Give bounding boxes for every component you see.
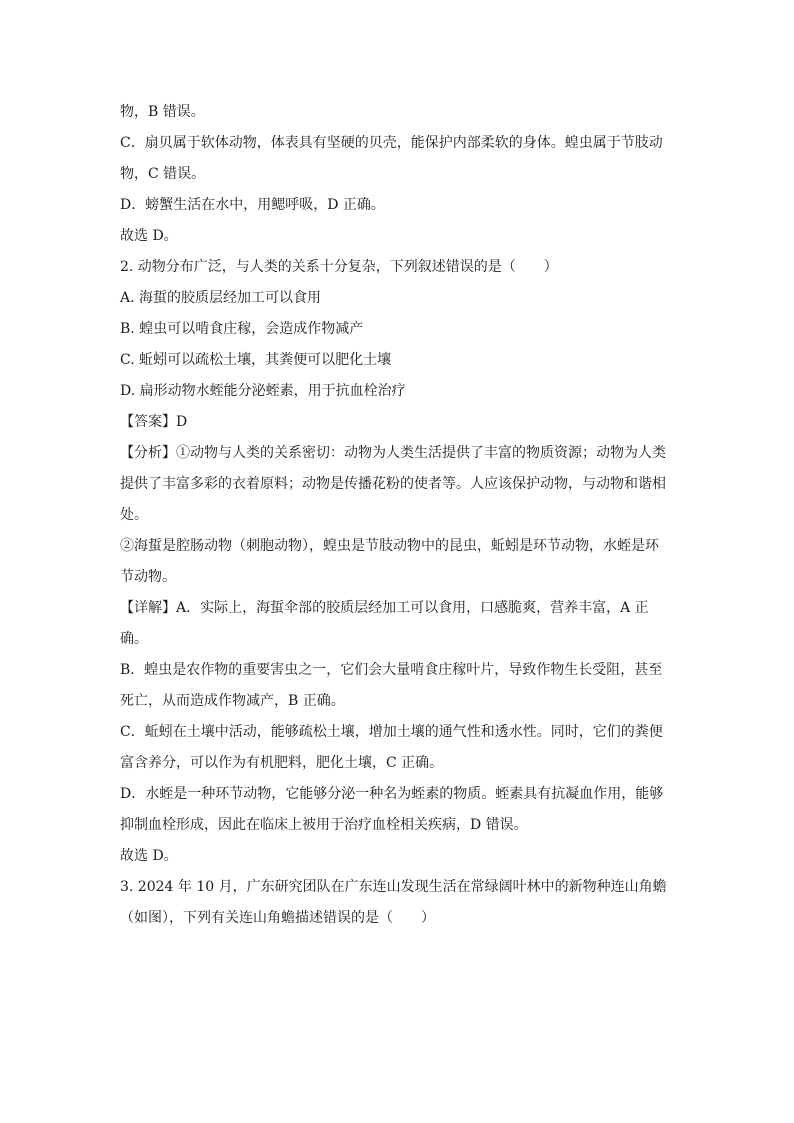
text-line: D．螃蟹生活在水中，用鳃呼吸，D 正确。 <box>120 197 385 213</box>
detail-line: C．蚯蚓在土壤中活动，能够疏松土壤，增加土壤的通气性和透水性。同时，它们的粪便 <box>120 724 663 740</box>
question-2-stem: 2. 动物分布广泛，与人类的关系十分复杂，下列叙述错误的是（ ） <box>120 259 558 275</box>
option-d: D. 扁形动物水蛭能分泌蛭素，用于抗血栓治疗 <box>120 383 406 399</box>
detail-line: D．水蛭是一种环节动物，它能够分泌一种名为蛭素的物质。蛭素具有抗凝血作用，能够 <box>120 786 664 802</box>
analysis-line: 节动物。 <box>120 569 176 585</box>
option-b: B. 蝗虫可以啃食庄稼，会造成作物减产 <box>120 321 364 337</box>
text-line: 物，B 错误。 <box>120 104 205 120</box>
text-line: 物，C 错误。 <box>120 166 206 182</box>
option-c: C. 蚯蚓可以疏松土壤，其粪便可以肥化土壤 <box>120 352 392 368</box>
text-line: 故选 D。 <box>120 228 178 244</box>
question-3-stem: 3. 2024 年 10 月，广东研究团队在广东连山发现生活在常绿阔叶林中的新物种连山角蟾 <box>120 879 667 895</box>
answer-line: 【答案】D <box>120 414 188 430</box>
detail-line: 富含养分，可以作为有机肥料，肥化土壤，C 正确。 <box>120 755 444 771</box>
analysis-line: 处。 <box>120 507 148 523</box>
question-3-stem: （如图），下列有关连山角蟾描述错误的是（ ） <box>120 910 435 926</box>
detail-line: 确。 <box>120 631 148 647</box>
text-line: C．扇贝属于软体动物，体表具有坚硬的贝壳，能保护内部柔软的身体。蝗虫属于节肢动 <box>120 135 663 151</box>
analysis-line: ②海蜇是腔肠动物（刺胞动物），蝗虫是节肢动物中的昆虫，蚯蚓是环节动物，水蛭是环 <box>120 538 659 554</box>
detail-line: 死亡，从而造成作物减产，B 正确。 <box>120 693 345 709</box>
detail-line: 【详解】A．实际上，海蜇伞部的胶质层经加工可以食用，口感脆爽，营养丰富，A 正 <box>120 600 649 616</box>
detail-line: 抑制血栓形成，因此在临床上被用于治疗血栓相关疾病，D 错误。 <box>120 817 528 833</box>
detail-line: B．蝗虫是农作物的重要害虫之一，它们会大量啃食庄稼叶片，导致作物生长受阻，甚至 <box>120 662 663 678</box>
analysis-line: 【分析】①动物与人类的关系密切：动物为人类生活提供了丰富的物质资源；动物为人类 <box>120 445 666 461</box>
option-a: A. 海蜇的胶质层经加工可以食用 <box>120 290 322 306</box>
text-line: 故选 D。 <box>120 848 178 864</box>
analysis-line: 提供了丰富多彩的衣着原料；动物是传播花粉的使者等。人应该保护动物，与动物和谐相 <box>120 476 666 492</box>
